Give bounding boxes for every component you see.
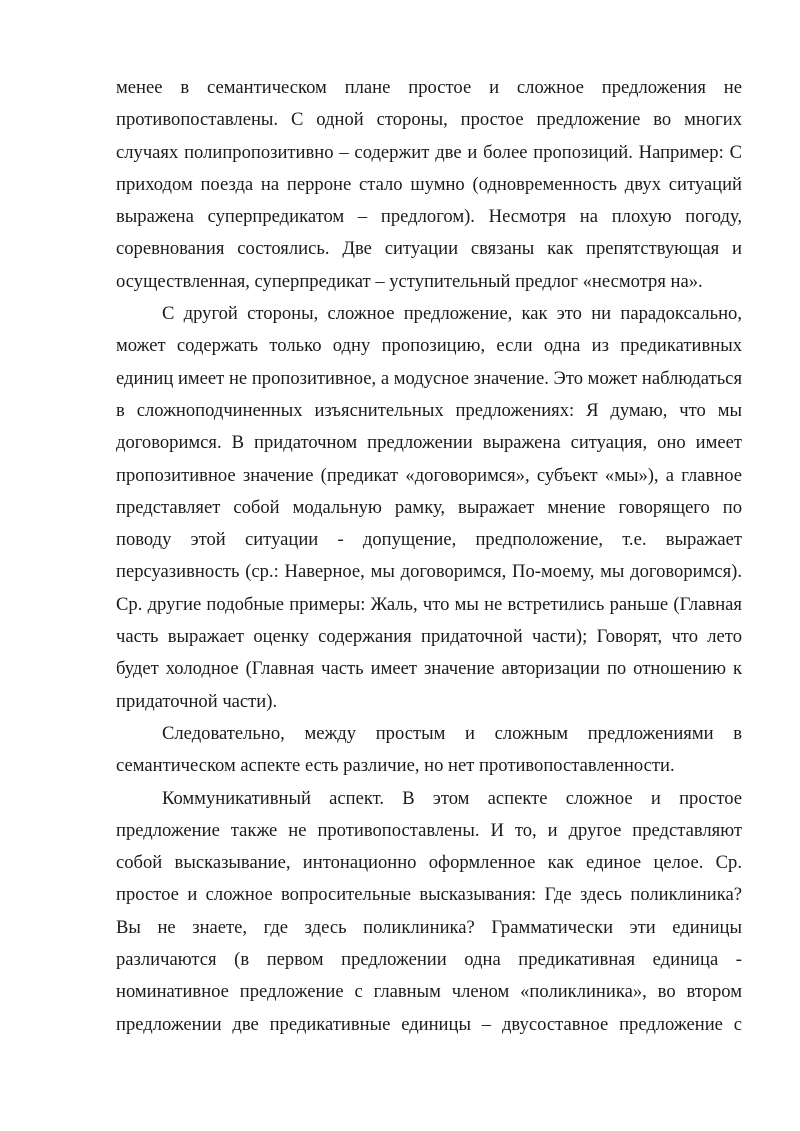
- paragraph-1: менее в семантическом плане простое и сложное предложения не противопоставлены. С одной стороны, простое предложение во многих случаях полипропозитивно – содержит две и более пропозиций. Например: С приходом поезда на перроне стало шумно (одновременность двух ситуаций выражена суперпредикатом – предлогом). Несмотря на плохую погоду, соревнования состоялись. Две ситуации связаны как препятствующая и осуществленная, суперпредикат – уступительный предлог «несмотря на».: [116, 77, 742, 292]
- paragraph-3: Следовательно, между простым и сложным предложениями в семантическом аспекте есть различие, но нет противопоставленности.: [116, 722, 742, 777]
- paragraph-2: С другой стороны, сложное предложение, как это ни парадоксально, может содержать только одну пропозицию, если одна из предикативных единиц имеет не пропозитивное, а модусное значение. Это может наблюдаться в сложноподчиненных изъяснительных предложениях: Я думаю, что мы договоримся. В придаточном предложении выражена ситуация, оно имеет пропозитивное значение (предикат «договоримся», субъект «мы»), а главное представляет собой модальную рамку, выражает мнение говорящего по поводу этой ситуации - допущение, предположение, т.е. выражает персуазивность (ср.: Наверное, мы договоримся, По-моему, мы договоримся). Ср. другие подобные примеры: Жаль, что мы не встретились раньше (Главная часть выражает оценку содержания придаточной части); Говорят, что лето будет холодное (Главная часть имеет значение авторизации по отношению к придаточной части).: [116, 303, 742, 712]
- paragraph-4: Коммуникативный аспект. В этом аспекте сложное и простое предложение также не противопоставлены. И то, и другое представляют собой высказывание, интонационно оформленное как единое целое. Ср. простое и сложное вопросительные высказывания: Где здесь поликлиника? Вы не знаете, где здесь поликлиника? Грамматически эти единицы различаются (в первом предложении одна предикативная единица - номинативное предложение с главным членом «поликлиника», во втором предложении две предикативные единицы – двусоставное предложение с: [116, 787, 742, 1035]
- body-text: [116, 72, 742, 1041]
